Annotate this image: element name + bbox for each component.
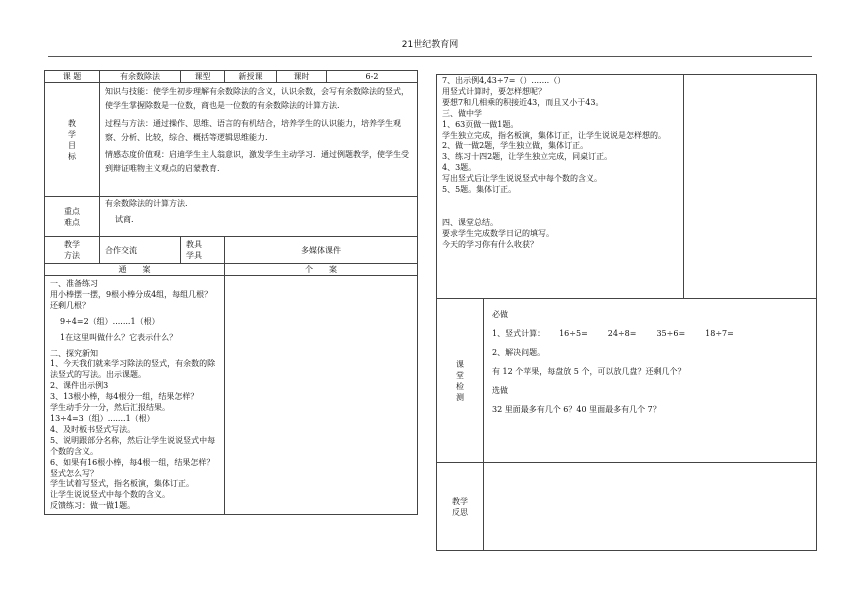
plan-line: 一、准备练习 — [50, 279, 98, 288]
hours-value: 6-2 — [327, 71, 418, 83]
plan-line: 5、5题。集体订正。 — [442, 185, 517, 195]
plan-line: 反馈练习：做一做1题。 — [50, 501, 136, 511]
topic-value: 有余数除法 — [100, 71, 181, 83]
calc-item: 16÷5= — [559, 329, 588, 338]
plan-line: 用竖式计算时，要怎样想呢？ — [442, 86, 546, 96]
plan-line: 1、63页做一做1题。 — [442, 119, 519, 129]
check-label: 课 堂 检 测 — [437, 299, 484, 463]
plan-line: 13÷4=3（组）.......1（根） — [50, 413, 155, 423]
lesson-type-value: 新授课 — [225, 71, 277, 83]
plan-line: 二、探究新知 — [50, 348, 98, 358]
calc-row — [492, 328, 806, 340]
goal-attitude: 情感态度价值观：启迪学生主人翁意识，激发学生主动学习．通过例题教学，使学生受到辩证唯物主义观点的启蒙教育. — [105, 150, 409, 174]
calc-item: 18÷7= — [705, 329, 734, 338]
plan-line: 6、如果有16根小棒，每4根一组，结果怎样？竖式怎么写？ — [50, 457, 215, 478]
header-divider — [48, 56, 812, 57]
continued-plan-content — [437, 75, 684, 299]
check-content — [484, 299, 817, 463]
optional-text: 32 里面最多有几个 6？40 里面最多有几个 7？ — [492, 405, 661, 414]
plan-line: 学生独立完成，指名板演，集体订正，让学生说说是怎样想的。 — [442, 130, 666, 140]
plan-line: 学生试着写竖式，指名板演，集体订正。 — [50, 479, 194, 489]
method-value: 合作交流 — [100, 237, 181, 264]
difficulty-line: 试商. — [115, 214, 134, 224]
plan-line: 1、今天我们就来学习除法的竖式，有余数的除法竖式的写法。出示课题。 — [50, 359, 216, 380]
topic-label: 课 题 — [45, 71, 100, 83]
plan-line: 四、课堂总结。 — [442, 217, 498, 227]
individual-plan-content — [225, 276, 418, 515]
goal-process: 过程与方法：通过操作、思维、语言的有机结合，培养学生的认识能力，培养学生观察、分析、比较，综合、概括等逻辑思维能力. — [105, 118, 401, 142]
plan-line: 1在这里叫做什么？它表示什么？ — [60, 332, 178, 342]
goals-label: 教 学 目 标 — [45, 83, 100, 197]
calc-item: 35÷6= — [656, 329, 686, 338]
tools-value: 多媒体课件 — [225, 237, 418, 264]
site-header: 21世纪教育网 — [401, 40, 459, 50]
plan-line: 要求学生完成数学日记的填写。 — [442, 228, 554, 238]
goals-content — [100, 83, 418, 197]
problem-text: 有 12 个苹果，每盘放 5 个，可以放几盘？还剩几个？ — [492, 367, 686, 376]
keypoints-content — [100, 197, 418, 237]
plan-line: 要想7和几相乘的积接近43，而且又小于43。 — [442, 97, 604, 107]
hours-label: 课时 — [277, 71, 327, 83]
common-plan-header: 通 案 — [45, 264, 225, 276]
problem-label: 2、解决问题。 — [492, 348, 546, 357]
plan-line: 2、课件出示例3 — [50, 381, 109, 391]
plan-line: 9÷4=2（组）.......1（根） — [60, 316, 160, 326]
keypoint-line: 有余数除法的计算方法. — [105, 199, 188, 208]
plan-line: 3、13根小棒，每4根分一组，结果怎样？ — [50, 392, 199, 402]
plan-line: 7、出示例4,43÷7=（）.......（） — [442, 76, 566, 85]
required-label: 必做 — [492, 310, 508, 319]
optional-label: 选做 — [492, 386, 508, 395]
calc-item: 24÷8= — [607, 329, 637, 338]
plan-line: 4、3题。 — [442, 163, 477, 173]
plan-line: 写出竖式后让学生说说竖式中每个数的含义。 — [442, 174, 602, 184]
lesson-plan-right-table — [436, 74, 817, 551]
individual-plan-right — [684, 75, 817, 299]
plan-line: 学生动手分一分，然后汇报结果。 — [50, 403, 170, 413]
tools-label: 教具 学具 — [181, 237, 225, 264]
plan-line: 4、及时板书竖式写法。 — [50, 424, 136, 434]
reflect-content — [484, 463, 817, 551]
keypoints-label: 重点 难点 — [45, 197, 100, 237]
lesson-type-label: 课型 — [181, 71, 225, 83]
goal-knowledge: 知识与技能：使学生初步理解有余数除法的含义，认识余数，会写有余数除法的竖式，使学生掌握除数是一位数，商也是一位数的有余数除法的计算方法. — [105, 87, 409, 111]
plan-line: 2、做一做2题，学生独立做，集体订正。 — [442, 141, 589, 151]
individual-plan-header: 个 案 — [225, 264, 418, 276]
plan-line: 用小棒摆一摆，9根小棒分成4组，每组几根？还剩几根？ — [50, 289, 213, 310]
common-plan-content — [45, 276, 225, 515]
plan-line: 三、做中学 — [442, 108, 482, 118]
plan-line: 3、练习十四2题，让学生独立完成，同桌订正。 — [442, 152, 613, 162]
plan-line: 5、说明跟部分名称，然后让学生说说竖式中每个数的含义。 — [50, 435, 216, 456]
lesson-plan-left-table — [44, 70, 418, 515]
reflect-label: 教学 反思 — [437, 463, 484, 551]
plan-line: 今天的学习你有什么收获？ — [442, 239, 538, 249]
method-label: 教学 方法 — [45, 237, 100, 264]
plan-line: 让学生说说竖式中每个数的含义。 — [50, 490, 170, 500]
calc-label: 1、竖式计算： — [492, 329, 546, 338]
